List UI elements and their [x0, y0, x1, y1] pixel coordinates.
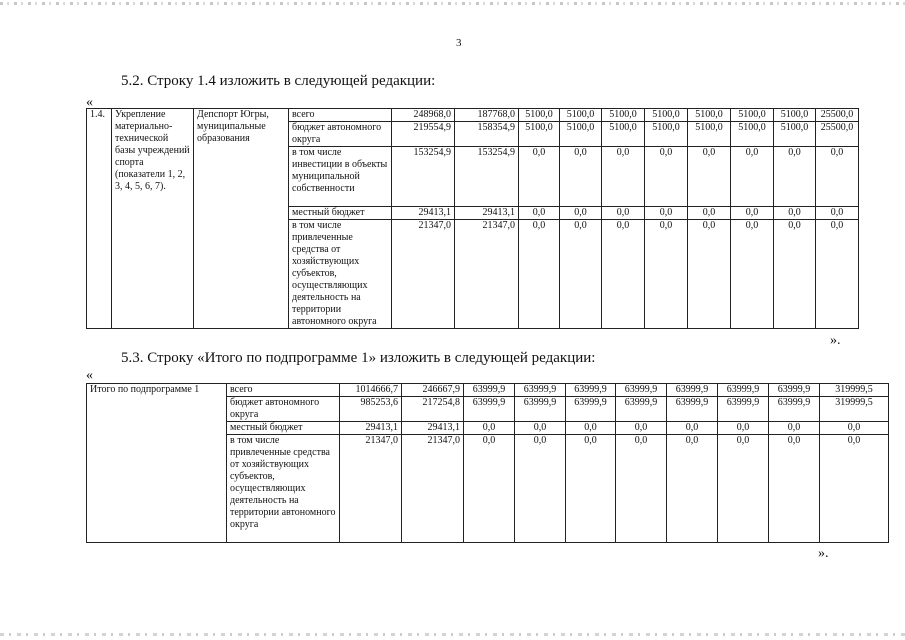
value-cell: 0,0	[602, 207, 645, 220]
value-cell: 0,0	[769, 435, 820, 543]
value-cell: 25500,0	[816, 109, 859, 122]
value-cell: 29413,1	[392, 207, 455, 220]
close-quote: ».	[830, 333, 841, 348]
value-cell: 0,0	[616, 422, 667, 435]
value-cell: 0,0	[566, 422, 616, 435]
value-cell: 63999,9	[718, 384, 769, 397]
value-cell: 0,0	[731, 147, 774, 207]
funding-source-cell: местный бюджет	[227, 422, 340, 435]
value-cell: 5100,0	[731, 122, 774, 147]
value-cell: 63999,9	[667, 397, 718, 422]
value-cell: 63999,9	[616, 384, 667, 397]
row-number-cell: 1.4.	[87, 109, 112, 329]
value-cell: 0,0	[645, 220, 688, 329]
value-cell: 187768,0	[455, 109, 519, 122]
value-cell: 0,0	[820, 435, 889, 543]
value-cell: 25500,0	[816, 122, 859, 147]
value-cell: 0,0	[816, 207, 859, 220]
scan-noise-top	[0, 2, 905, 5]
funding-source-cell: бюджет автономного округа	[227, 397, 340, 422]
value-cell: 0,0	[515, 435, 566, 543]
table-row	[87, 384, 889, 397]
value-cell: 0,0	[515, 422, 566, 435]
value-cell: 248968,0	[392, 109, 455, 122]
value-cell: 0,0	[616, 435, 667, 543]
funding-source-cell: бюджет автономного округа	[289, 122, 392, 147]
close-quote: ».	[818, 546, 829, 561]
value-cell: 0,0	[602, 147, 645, 207]
value-cell: 5100,0	[645, 122, 688, 147]
value-cell: 217254,8	[402, 397, 464, 422]
value-cell: 0,0	[820, 422, 889, 435]
value-cell: 5100,0	[560, 109, 602, 122]
value-cell: 21347,0	[340, 435, 402, 543]
value-cell: 0,0	[731, 207, 774, 220]
value-cell: 0,0	[464, 435, 515, 543]
value-cell: 5100,0	[774, 109, 816, 122]
value-cell: 0,0	[560, 220, 602, 329]
value-cell: 0,0	[519, 207, 560, 220]
value-cell: 0,0	[688, 207, 731, 220]
value-cell: 0,0	[731, 220, 774, 329]
activity-name-cell: Укрепление материально-технической базы учреждений спорта (показатели 1, 2, 3, 4, 5, 6, 7).	[112, 109, 194, 329]
table-total-subprogram-1	[86, 383, 889, 543]
value-cell: 319999,5	[820, 384, 889, 397]
subprogram-total-name-cell: Итого по подпрограмме 1	[87, 384, 227, 543]
value-cell: 0,0	[816, 220, 859, 329]
value-cell: 5100,0	[774, 122, 816, 147]
value-cell: 319999,5	[820, 397, 889, 422]
value-cell: 5100,0	[602, 122, 645, 147]
funding-source-cell: в том числе инвестиции в объекты муниципальной собственности	[289, 147, 392, 207]
value-cell: 5100,0	[519, 122, 560, 147]
value-cell: 5100,0	[519, 109, 560, 122]
value-cell: 29413,1	[402, 422, 464, 435]
value-cell: 29413,1	[340, 422, 402, 435]
value-cell: 153254,9	[392, 147, 455, 207]
open-quote: «	[86, 368, 93, 383]
value-cell: 63999,9	[464, 397, 515, 422]
value-cell: 63999,9	[515, 397, 566, 422]
value-cell: 0,0	[645, 147, 688, 207]
funding-source-cell: всего	[227, 384, 340, 397]
value-cell: 63999,9	[667, 384, 718, 397]
value-cell: 0,0	[688, 147, 731, 207]
value-cell: 63999,9	[769, 384, 820, 397]
section-heading-5-2: 5.2. Строку 1.4 изложить в следующей редакции:	[121, 73, 436, 89]
value-cell: 21347,0	[402, 435, 464, 543]
value-cell: 0,0	[560, 147, 602, 207]
value-cell: 63999,9	[515, 384, 566, 397]
value-cell: 0,0	[566, 435, 616, 543]
value-cell: 0,0	[774, 147, 816, 207]
value-cell: 63999,9	[566, 397, 616, 422]
value-cell: 158354,9	[455, 122, 519, 147]
executor-cell: Депспорт Югры, муниципальные образования	[194, 109, 289, 329]
value-cell: 0,0	[688, 220, 731, 329]
value-cell: 219554,9	[392, 122, 455, 147]
value-cell: 21347,0	[392, 220, 455, 329]
value-cell: 0,0	[519, 220, 560, 329]
value-cell: 1014666,7	[340, 384, 402, 397]
value-cell: 63999,9	[464, 384, 515, 397]
value-cell: 0,0	[769, 422, 820, 435]
value-cell: 5100,0	[731, 109, 774, 122]
value-cell: 0,0	[464, 422, 515, 435]
value-cell: 0,0	[519, 147, 560, 207]
value-cell: 5100,0	[645, 109, 688, 122]
value-cell: 63999,9	[566, 384, 616, 397]
funding-source-cell: всего	[289, 109, 392, 122]
value-cell: 0,0	[645, 207, 688, 220]
funding-source-cell: местный бюджет	[289, 207, 392, 220]
open-quote: «	[86, 95, 93, 110]
value-cell: 0,0	[560, 207, 602, 220]
value-cell: 0,0	[667, 422, 718, 435]
value-cell: 5100,0	[688, 109, 731, 122]
value-cell: 63999,9	[616, 397, 667, 422]
funding-source-cell: в том числе привлеченные средства от хозяйствующих субъектов, осуществляющих деятельность на территории автономного округа	[227, 435, 340, 543]
table-row	[87, 109, 859, 122]
value-cell: 246667,9	[402, 384, 464, 397]
value-cell: 5100,0	[560, 122, 602, 147]
value-cell: 0,0	[774, 220, 816, 329]
scan-noise-bottom	[0, 633, 905, 636]
value-cell: 0,0	[718, 422, 769, 435]
value-cell: 29413,1	[455, 207, 519, 220]
value-cell: 63999,9	[718, 397, 769, 422]
value-cell: 5100,0	[602, 109, 645, 122]
value-cell: 0,0	[602, 220, 645, 329]
value-cell: 153254,9	[455, 147, 519, 207]
value-cell: 0,0	[816, 147, 859, 207]
value-cell: 0,0	[667, 435, 718, 543]
funding-source-cell: в том числе привлеченные средства от хозяйствующих субъектов, осуществляющих деятельность на территории автономного округа	[289, 220, 392, 329]
value-cell: 0,0	[774, 207, 816, 220]
section-heading-5-3: 5.3. Строку «Итого по подпрограмме 1» изложить в следующей редакции:	[121, 350, 596, 366]
value-cell: 0,0	[718, 435, 769, 543]
value-cell: 21347,0	[455, 220, 519, 329]
value-cell: 63999,9	[769, 397, 820, 422]
value-cell: 5100,0	[688, 122, 731, 147]
table-row-1-4	[86, 108, 859, 329]
value-cell: 985253,6	[340, 397, 402, 422]
page-number: 3	[456, 37, 462, 49]
